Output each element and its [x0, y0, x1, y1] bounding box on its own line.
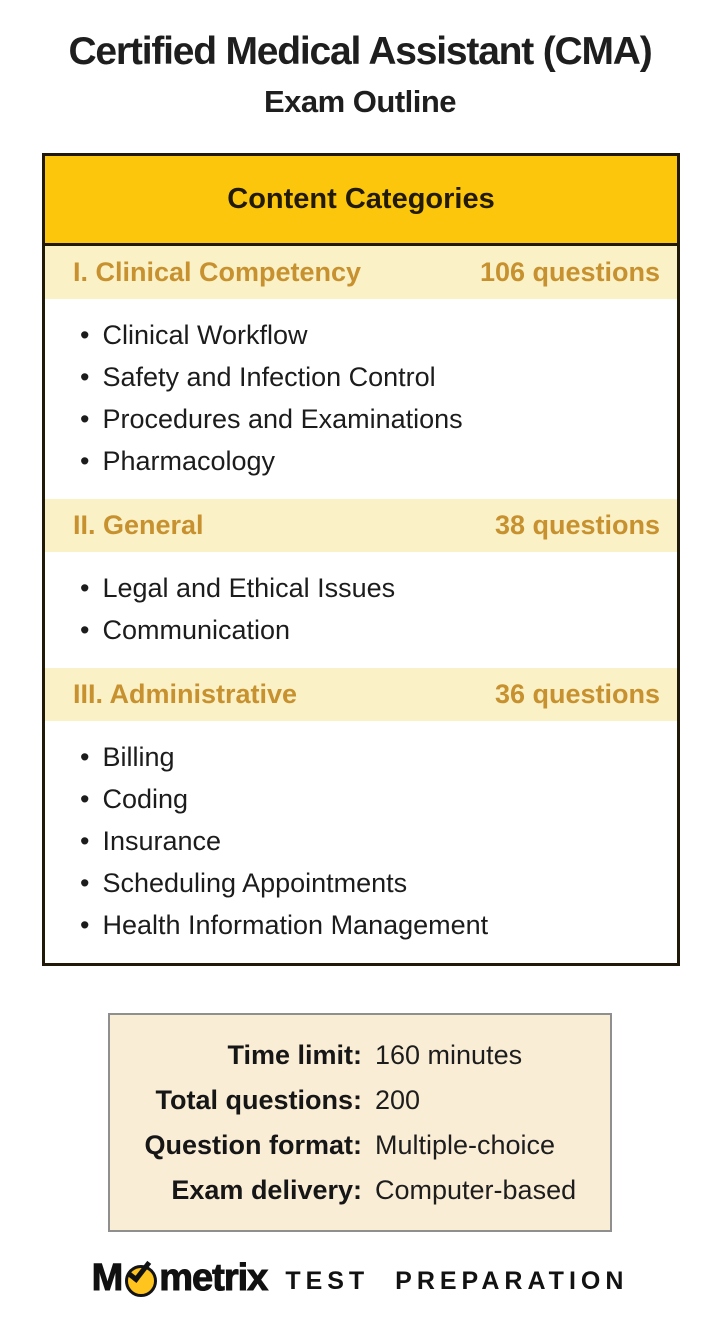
list-item-label: Clinical Workflow	[102, 320, 308, 350]
list-item-label: Safety and Infection Control	[102, 362, 436, 392]
bullet-icon: •	[80, 868, 90, 898]
section-title: III. Administrative	[73, 679, 298, 709]
bullet-icon: •	[80, 910, 90, 940]
section-title: II. General	[73, 510, 204, 540]
info-row-time-limit	[110, 1033, 610, 1078]
list-item-label: Coding	[102, 784, 189, 814]
info-value: 160 minutes	[375, 1039, 523, 1070]
bullet-icon: •	[80, 784, 90, 814]
list-item-label: Billing	[102, 742, 175, 772]
bullet-icon: •	[80, 404, 90, 434]
logo-circle-icon	[125, 1265, 157, 1297]
section-items-clinical-competency	[45, 299, 677, 499]
section-title: I. Clinical Competency	[73, 257, 362, 287]
list-item-label: Legal and Ethical Issues	[102, 573, 396, 603]
list-item	[80, 356, 665, 398]
list-item	[80, 609, 665, 651]
list-item-label: Insurance	[102, 826, 222, 856]
list-item	[80, 567, 665, 609]
bullet-icon: •	[80, 826, 90, 856]
logo-text-suffix: metrix	[159, 1257, 268, 1299]
section-items-administrative	[45, 721, 677, 963]
content-categories-table	[42, 153, 680, 966]
info-value: Computer-based	[375, 1174, 577, 1205]
info-label: Exam delivery:	[171, 1174, 362, 1205]
page-subtitle: Exam Outline	[263, 84, 457, 119]
list-item	[80, 904, 665, 946]
list-item	[80, 398, 665, 440]
section-question-count: 38 questions	[494, 510, 660, 540]
logo-text-prefix: M	[91, 1257, 123, 1299]
bullet-icon: •	[80, 362, 90, 392]
bullet-icon: •	[80, 742, 90, 772]
section-header-general	[45, 499, 677, 552]
bullet-icon: •	[80, 446, 90, 476]
info-label: Time limit:	[227, 1039, 362, 1070]
list-item	[80, 820, 665, 862]
bullet-icon: •	[80, 615, 90, 645]
section-question-count: 36 questions	[494, 679, 660, 709]
info-value: 200	[375, 1084, 421, 1115]
list-item	[80, 736, 665, 778]
list-item-label: Communication	[102, 615, 291, 645]
list-item-label: Health Information Management	[102, 910, 489, 940]
info-label: Question format:	[144, 1129, 362, 1160]
table-header: Content Categories	[45, 156, 677, 246]
bullet-icon: •	[80, 320, 90, 350]
bullet-icon: •	[80, 573, 90, 603]
logo-tagline: TEST PREPARATION	[285, 1267, 629, 1295]
info-label: Total questions:	[155, 1084, 362, 1115]
list-item	[80, 314, 665, 356]
list-item	[80, 862, 665, 904]
page-title: Certified Medical Assistant (CMA)	[68, 30, 652, 73]
section-question-count: 106 questions	[479, 257, 660, 287]
list-item-label: Scheduling Appointments	[102, 868, 408, 898]
list-item	[80, 778, 665, 820]
section-header-administrative	[45, 668, 677, 721]
list-item-label: Procedures and Examinations	[102, 404, 463, 434]
mometrix-logo	[0, 1259, 720, 1297]
exam-info-box	[108, 1013, 612, 1232]
info-row-total-questions	[110, 1078, 610, 1123]
list-item	[80, 440, 665, 482]
section-header-clinical-competency	[45, 246, 677, 299]
check-icon	[128, 1257, 151, 1283]
info-value: Multiple-choice	[375, 1129, 556, 1160]
list-item-label: Pharmacology	[102, 446, 276, 476]
section-items-general	[45, 552, 677, 668]
info-row-question-format	[110, 1123, 610, 1168]
info-row-exam-delivery	[110, 1168, 610, 1213]
